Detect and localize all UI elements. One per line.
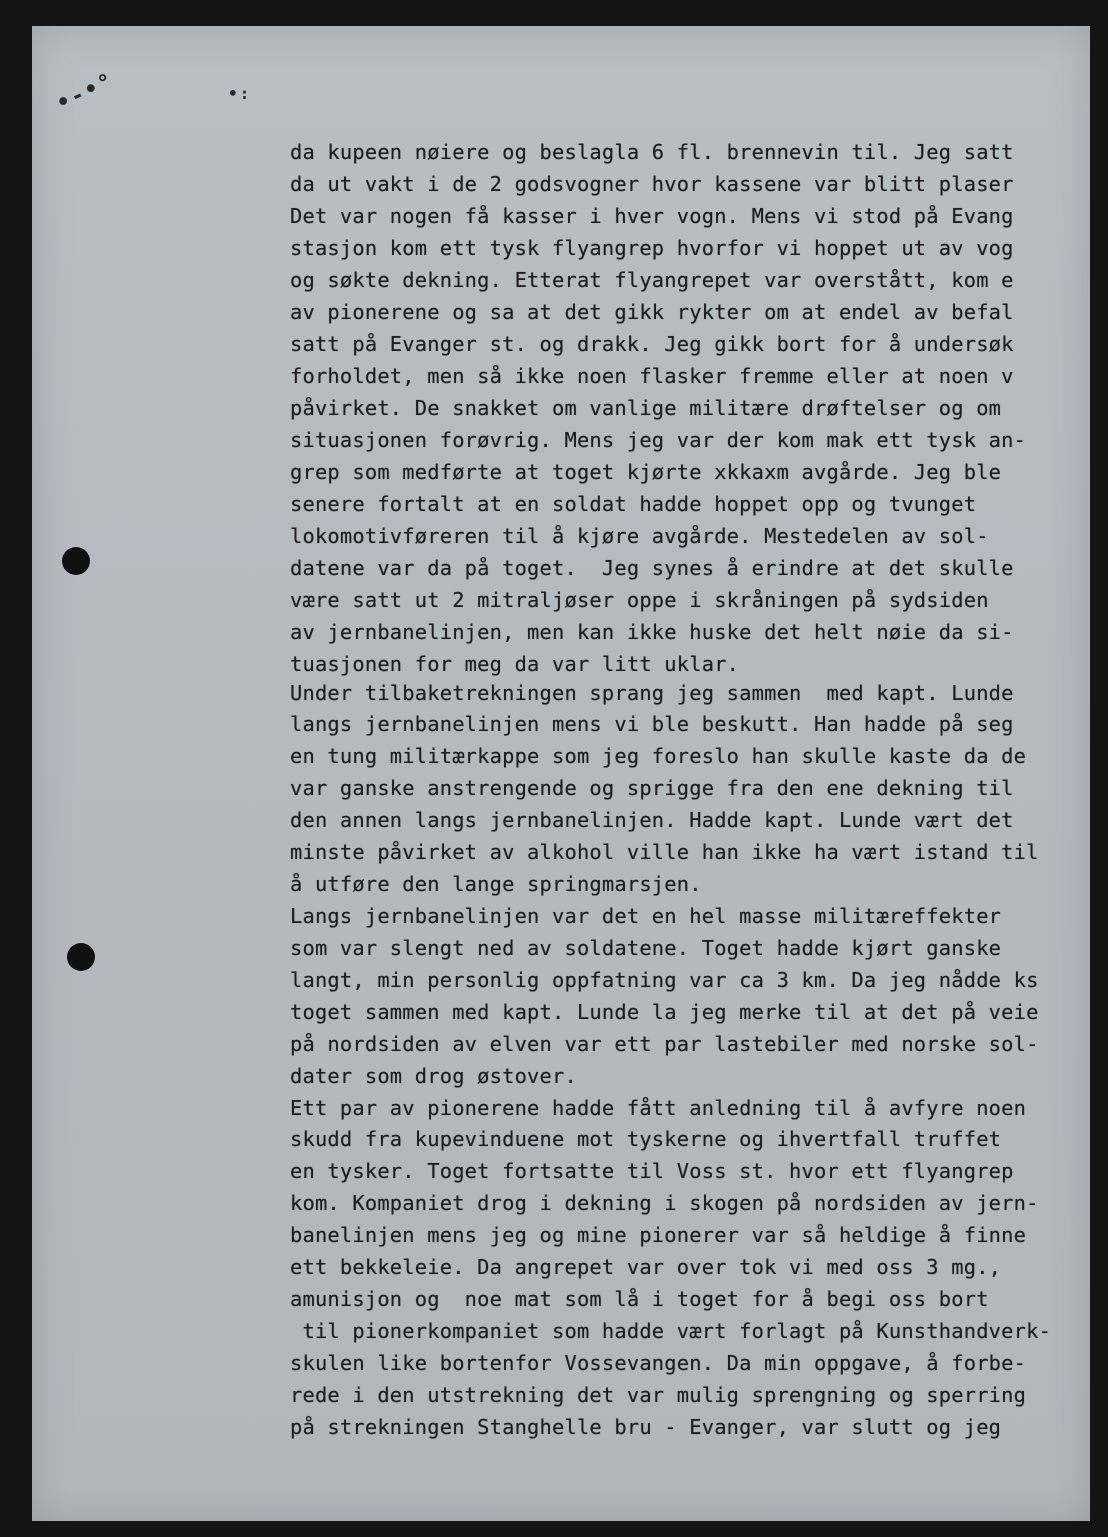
text-line: en tysker. Toget fortsatte til Voss st. hvor ett flyangrep (290, 1159, 1014, 1183)
text-line: til pionerkompaniet som hadde vært forlagt på Kunsthandverk- (290, 1319, 1052, 1343)
text-line: da ut vakt i de 2 godsvogner hvor kassene var blitt plaser (290, 172, 1014, 196)
text-line: Under tilbaketrekningen sprang jeg sammen med kapt. Lunde (290, 681, 1014, 705)
text-line: datene var da på toget. Jeg synes å erindre at det skulle (290, 556, 1014, 580)
text-line: stasjon kom ett tysk flyangrep hvorfor vi hoppet ut av vog (290, 236, 1014, 260)
text-line: Langs jernbanelinjen var det en hel masse militæreffekter (290, 904, 1002, 928)
text-line: rede i den utstrekning det var mulig sprengning og sperring (290, 1383, 1027, 1407)
text-line: langt, min personlig oppfatning var ca 3 km. Da jeg nådde ks (290, 968, 1039, 992)
text-line: grep som medførte at toget kjørte xkkaxm avgårde. Jeg ble (290, 460, 1002, 484)
corner-mark-right: •: (228, 84, 252, 103)
text-line: av pionerene og sa at det gikk rykter om at endel av befal (290, 300, 1014, 324)
text-line: Det var nogen få kasser i hver vogn. Mens vi stod på Evang (290, 204, 1014, 228)
text-line: minste påvirket av alkohol ville han ikke ha vært istand til (290, 840, 1039, 864)
corner-mark-left: •-•° (52, 68, 119, 117)
text-line: og søkte dekning. Etterat flyangrepet var overstått, kom e (290, 268, 1014, 292)
text-line: påvirket. De snakket om vanlige militære drøftelser og om (290, 396, 1002, 420)
text-line: toget sammen med kapt. Lunde la jeg merke til at det på veie (290, 1000, 1039, 1024)
text-line: den annen langs jernbanelinjen. Hadde kapt. Lunde vært det (290, 808, 1014, 832)
text-line: var ganske anstrengende og sprigge fra den ene dekning til (290, 776, 1014, 800)
text-line: dater som drog østover. (290, 1064, 577, 1088)
text-line: kom. Kompaniet drog i dekning i skogen på nordsiden av jern- (290, 1191, 1039, 1215)
text-line: skulen like bortenfor Vossevangen. Da min oppgave, å forbe- (290, 1351, 1027, 1375)
text-line: da kupeen nøiere og beslagla 6 fl. brennevin til. Jeg satt (290, 140, 1014, 164)
text-line: være satt ut 2 mitraljøser oppe i skråningen på sydsiden (290, 588, 989, 612)
text-line: å utføre den lange springmarsjen. (290, 872, 702, 896)
text-line: Ett par av pionerene hadde fått anledning til å avfyre noen (290, 1096, 1027, 1120)
text-line: på nordsiden av elven var ett par lastebiler med norske sol- (290, 1032, 1039, 1056)
text-line: forholdet, men så ikke noen flasker fremme eller at noen v (290, 364, 1014, 388)
text-line: på strekningen Stanghelle bru - Evanger, var slutt og jeg (290, 1415, 1002, 1439)
text-line: som var slengt ned av soldatene. Toget hadde kjørt ganske (290, 936, 1002, 960)
text-line: senere fortalt at en soldat hadde hoppet opp og tvunget (290, 492, 977, 516)
text-line: lokomotivføreren til å kjøre avgårde. Mestedelen av sol- (290, 524, 989, 548)
text-line: banelinjen mens jeg og mine pionerer var så heldige å finne (290, 1223, 1027, 1247)
text-line: satt på Evanger st. og drakk. Jeg gikk bort for å undersøk (290, 332, 1014, 356)
text-line: langs jernbanelinjen mens vi ble beskutt. Han hadde på seg (290, 712, 1014, 736)
text-line: ett bekkeleie. Da angrepet var over tok vi med oss 3 mg., (290, 1255, 1002, 1279)
text-line: amunisjon og noe mat som lå i toget for å begi oss bort (290, 1287, 989, 1311)
text-line: skudd fra kupevinduene mot tyskerne og ihvertfall truffet (290, 1127, 1002, 1151)
text-line: situasjonen forøvrig. Mens jeg var der kom mak ett tysk an- (290, 428, 1027, 452)
text-line: tuasjonen for meg da var litt uklar. (290, 652, 740, 676)
text-line: en tung militærkappe som jeg foreslo han skulle kaste da de (290, 744, 1027, 768)
text-line: av jernbanelinjen, men kan ikke huske det helt nøie da si- (290, 620, 1014, 644)
